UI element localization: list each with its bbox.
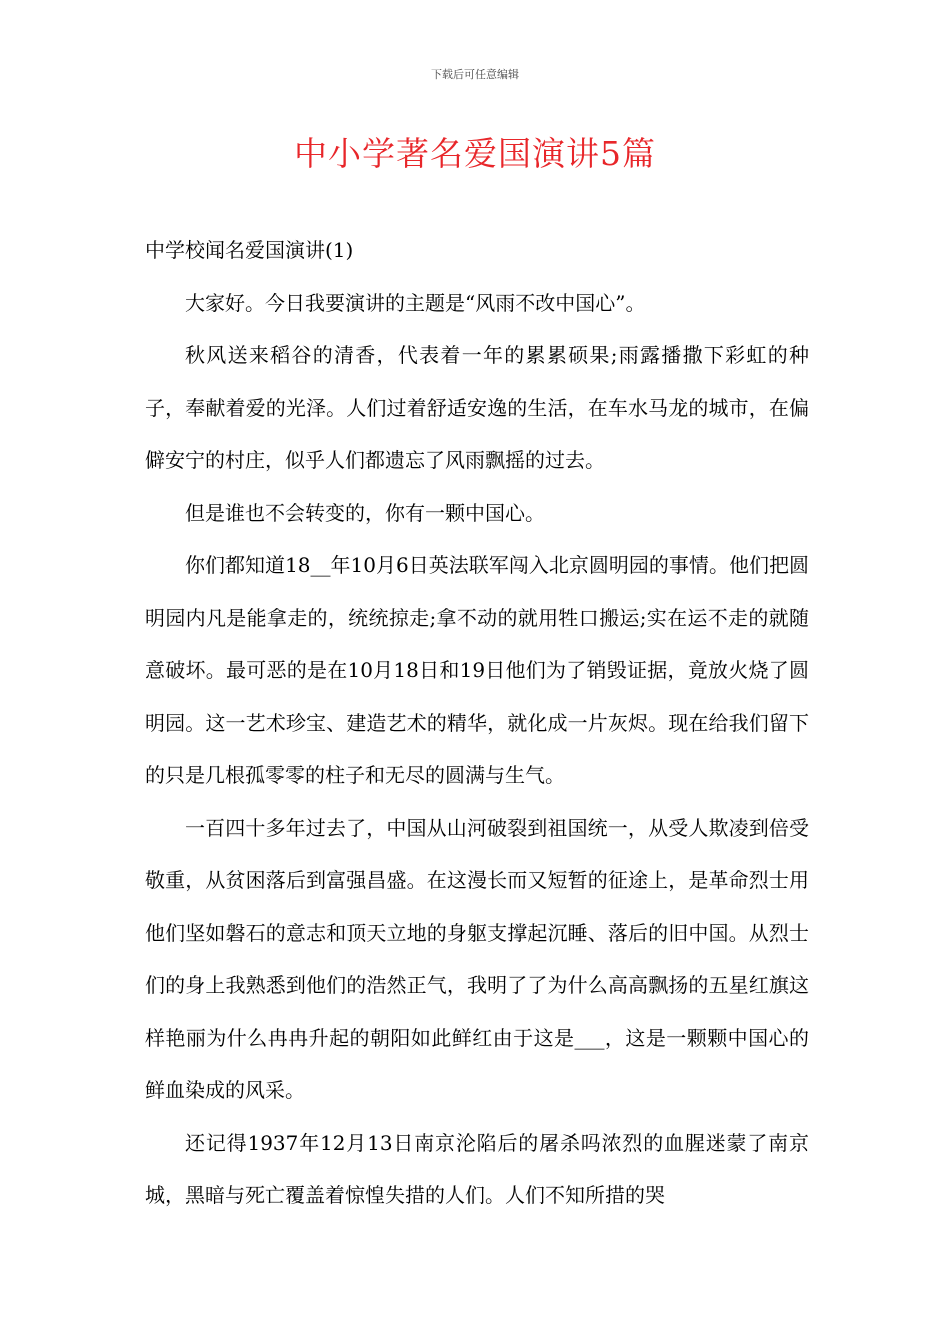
document-body	[145, 224, 809, 1222]
paragraph-history: 一百四十多年过去了，中国从山河破裂到祖国统一，从受人欺凌到倍受敬重，从贫困落后到富强昌盛。在这漫长而又短暂的征途上，是革命烈士用他们坚如磐石的意志和顶天立地的身躯支撑起沉睡、落后的旧中国。从烈士们的身上我熟悉到他们的浩然正气，我明了了为什么高高飘扬的五星红旗这样艳丽为什么冉冉升起的朝阳如此鲜红由于这是___，这是一颗颗中国心的鲜血染成的风采。	[145, 815, 809, 1102]
paragraph-greeting: 大家好。今日我要演讲的主题是“风雨不改中国心”。	[185, 290, 646, 315]
paragraph-chinese-heart: 但是谁也不会转变的，你有一颗中国心。	[185, 500, 545, 525]
document-title: 中小学著名爱国演讲5篇	[294, 134, 656, 173]
paragraph-yuanmingyuan: 你们都知道18__年10月6日英法联军闯入北京圆明园的事情。他们把圆明园内凡是能拿走的，统统掠走;拿不动的就用牲口搬运;实在运不走的就随意破坏。最可恶的是在10月18日和19日他们为了销毁证据，竟放火烧了圆明园。这一艺术珍宝、建造艺术的精华，就化成一片灰烬。现在给我们留下的只是几根孤零零的柱子和无尽的圆满与生气。	[145, 553, 809, 787]
paragraph-nanjing: 还记得1937年12月13日南京沦陷后的屠杀吗浓烈的血腥迷蒙了南京城，黑暗与死亡覆盖着惊惶失措的人们。人们不知所措的哭	[145, 1130, 809, 1207]
page-header-note: 下载后可任意编辑	[431, 68, 519, 81]
paragraph-autumn: 秋风送来稻谷的清香，代表着一年的累累硕果;雨露播撒下彩虹的种子，奉献着爱的光泽。人们过着舒适安逸的生活，在车水马龙的城市，在偏僻安宁的村庄，似乎人们都遗忘了风雨飘摇的过去。	[145, 343, 809, 472]
section-heading: 中学校闻名爱国演讲(1)	[145, 238, 354, 262]
